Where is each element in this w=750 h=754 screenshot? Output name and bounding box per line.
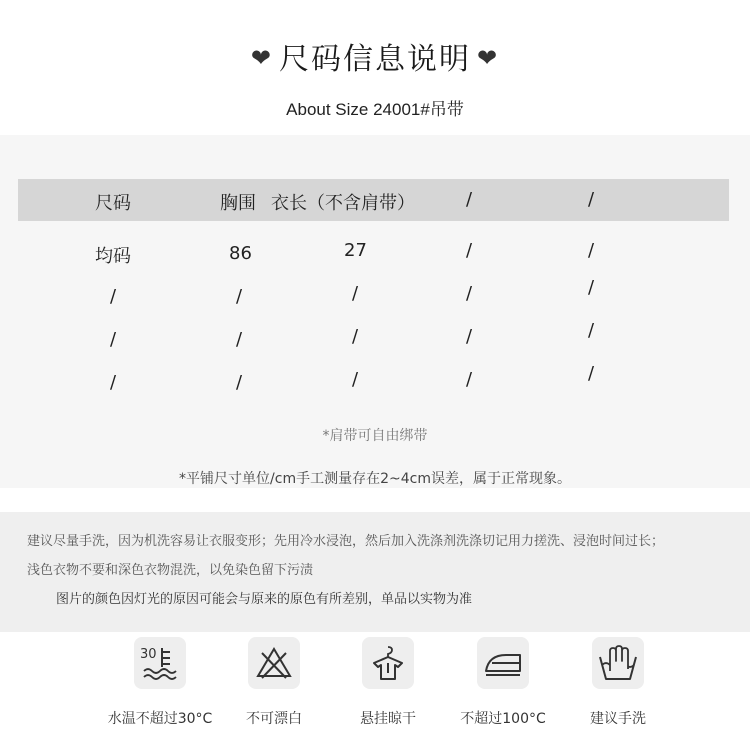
- table-cell: /: [236, 286, 243, 307]
- table-cell: /: [110, 372, 117, 393]
- care-label: 悬挂晾干: [360, 711, 416, 727]
- table-cell: /: [466, 369, 473, 390]
- size-table-header: [18, 179, 729, 221]
- table-cell: /: [588, 277, 595, 298]
- table-cell: /: [352, 369, 359, 390]
- table-cell: /: [110, 329, 117, 350]
- care-label: 不可漂白: [246, 711, 302, 727]
- care-tips: [0, 512, 750, 632]
- no-bleach-icon: [248, 637, 300, 689]
- header-cell-size: 尺码: [95, 193, 131, 214]
- table-cell: /: [588, 240, 595, 261]
- subtitle: About Size 24001#吊带: [286, 100, 464, 119]
- care-item: [438, 637, 568, 728]
- iron-icon: [477, 637, 529, 689]
- care-label: 不超过100°C: [460, 711, 546, 727]
- table-cell: /: [352, 326, 359, 347]
- care-icons: [0, 632, 750, 754]
- tip-line: 建议尽量手洗，因为机洗容易让衣服变形；先用冷水浸泡，然后加入洗涤剂洗涤切记用力搓洗、浸泡时间过长；: [27, 534, 665, 549]
- header-cell-bust: 胸围: [220, 193, 256, 214]
- table-cell: 86: [229, 243, 252, 264]
- size-table-section: [0, 135, 750, 488]
- table-cell: 27: [344, 240, 367, 261]
- table-cell: /: [466, 283, 473, 304]
- divider: [0, 488, 750, 512]
- heart-icon: ❤: [250, 44, 273, 72]
- table-cell: /: [110, 286, 117, 307]
- table-cell: /: [236, 372, 243, 393]
- table-cell: 均码: [95, 246, 131, 267]
- table-cell: /: [588, 320, 595, 341]
- heart-icon: ❤: [477, 44, 500, 72]
- title-text: 尺码信息说明: [279, 42, 471, 77]
- care-item: [323, 637, 453, 728]
- care-item: [95, 637, 225, 728]
- care-label: 建议手洗: [590, 711, 646, 727]
- table-cell: /: [236, 329, 243, 350]
- hang-dry-icon: [362, 637, 414, 689]
- care-label: 水温不超过30°C: [107, 711, 213, 727]
- care-item: [553, 637, 683, 728]
- strap-note: *肩带可自由绑带: [322, 428, 428, 444]
- header: [0, 0, 750, 135]
- wash-temp-text: 30: [140, 647, 157, 662]
- header-cell-col5: /: [588, 189, 595, 210]
- wash-30-icon: [134, 637, 186, 689]
- tip-line: 图片的颜色因灯光的原因可能会与原来的原色有所差别，单品以实物为准: [56, 592, 473, 607]
- header-cell-col4: /: [466, 189, 473, 210]
- tip-line: 浅色衣物不要和深色衣物混洗，以免染色留下污渍: [27, 563, 314, 578]
- header-cell-length: 衣长（不含肩带）: [271, 193, 415, 214]
- page-title: [0, 34, 750, 78]
- measure-note: *平铺尺寸单位/cm手工测量存在2~4cm误差，属于正常现象。: [179, 471, 571, 487]
- care-item: [209, 637, 339, 728]
- hand-wash-icon: [592, 637, 644, 689]
- table-cell: /: [466, 326, 473, 347]
- table-cell: /: [352, 283, 359, 304]
- table-cell: /: [466, 240, 473, 261]
- table-cell: /: [588, 363, 595, 384]
